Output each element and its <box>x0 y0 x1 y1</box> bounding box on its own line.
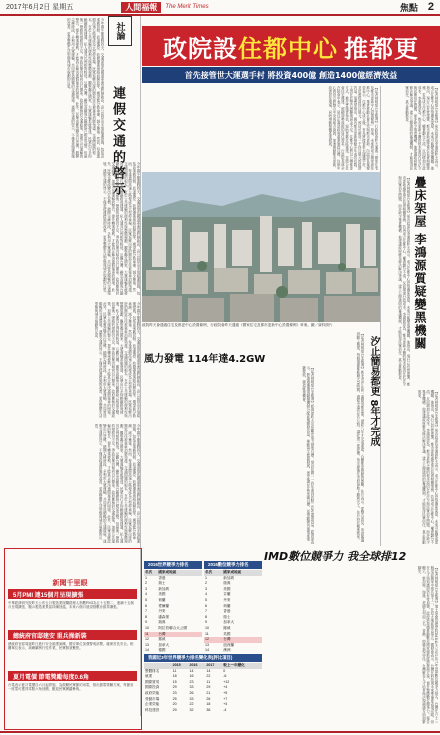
table-cell: +12 <box>223 679 230 684</box>
newspaper-logo: 人間福報 <box>121 2 161 13</box>
table-cell: 32 <box>189 707 194 712</box>
table-cell: 政府效能 <box>145 690 160 695</box>
editorial-title: 連假交通的啓示 <box>110 86 125 198</box>
table-cell: 1 <box>205 575 207 580</box>
table-cell: -6 <box>223 674 227 679</box>
table-cell: 8 <box>205 614 207 619</box>
table-cell: 新加坡 <box>158 586 170 591</box>
table-cell: 香港 <box>158 575 166 580</box>
news-item-1-body: 中華經濟研究院昨天公布五月製造業採購經理人指數PMI為五十五點二，連續十五個月呈現擴張，顯示製造業景氣持續回溫，未來六個月展望指數亦維持擴張。 <box>8 601 134 610</box>
table-cell: 14 <box>205 648 209 653</box>
table-cell: 美國 <box>223 586 231 591</box>
table-cell: 13 <box>205 642 209 647</box>
table-cell: 13 <box>145 642 149 647</box>
story4-body: 【記者林明煌台北報導】經濟部昨天宣布離岸風力發電目標，預計民國一一四年達到四點二GW裝置容量。經濟部表示，將透過遴選與競價機制分配區塊開發容量，推動再生能源發展，逐步落實非核家園目標，並帶動國內風電產業鏈發展，創造就業機會。 <box>301 366 314 544</box>
table-cell: 瑞典 <box>158 620 166 625</box>
table-cell: 18 <box>172 674 177 679</box>
table-cell: 33 <box>189 696 194 701</box>
table-cell: 3 <box>205 586 207 591</box>
table-cell: 11 <box>172 668 177 673</box>
table-cell: 14 <box>145 648 149 653</box>
table-cell: 1 <box>145 575 147 580</box>
table-cell: 加拿大 <box>158 642 170 647</box>
bottom-rule <box>0 731 440 733</box>
table-cell: 11 <box>206 679 211 684</box>
lead-body: 【記者林明煌台北報導】行政院會昨天通過「國家住宅及都市更新中心設置條例」草案，未來將成立國家級住都中心，專責推動社會住宅與都市更新。內政部長葉俊榮表示，住都中心成立後，首先將接管世大運選手村，並計畫投資四百億元，預估可創造一千四百億元的經濟效益。葉俊榮指出，國內都市更新推動多年成效有限，主因在於整合困難與資金不足。住都中心將以公辦都更方式，擔任實施者角色，協助老舊社區重建，並結合社會住宅興建，照顧弱勢族群的居住需求。行政院長林全在院會中表示，居住正義是政府重要施政目標，住都中心的設立將整合中央與地方資源，加速推動都市更新，改善居住環境，同時帶動相關產業發展。 <box>327 86 378 170</box>
news-item-1-head: 5月PMI 連15個月呈現擴張 <box>8 589 137 599</box>
table1-title: 2016世界競爭力排名 <box>144 561 202 569</box>
table1 <box>144 570 202 654</box>
section-name: 焦點 <box>399 2 418 13</box>
table-cell: 瑞典 <box>223 581 231 586</box>
table-cell: 26 <box>189 690 194 695</box>
table3-title: 我國近3年世界競爭力排名變化表(評比項目) <box>144 654 262 662</box>
editorial-tag: 社論 <box>108 16 132 46</box>
table-row <box>144 708 262 714</box>
table-cell: 澳洲 <box>223 648 231 653</box>
table-cell: +4 <box>223 685 228 690</box>
table-cell: 新加坡 <box>223 575 235 580</box>
table-cell: 德國 <box>158 648 166 653</box>
column-rule-right <box>380 86 381 546</box>
table-header-cell: 2016 <box>188 663 205 669</box>
table-cell: 國際貿易 <box>145 679 160 684</box>
table-cell: 25 <box>172 696 177 701</box>
table-cell: 29 <box>172 685 177 690</box>
table-cell: 11 <box>144 632 157 638</box>
table-header-cell: 名次 <box>144 570 157 576</box>
editorial-body-4: 今年端午節連假四天，交通部預估國道車流量將創新高，高公局祭出多項疏運措施，包括高乘載管制、匝道儀控、收費優惠與路肩開放等，期望能分散車潮、減少壅塞。然而，每逢連假高速公路便成為大型停車場，民眾返鄉出遊的興致往往被塞車消磨殆盡。交通問題的根本，在於公共運輸的便利性與整體規劃。觀察鄰近國家，大眾運輸系統發達，民眾出行多仰賴鐵路與捷運，私人運具比例相對較低。反觀台灣，雖然高鐵與台鐵網絡已相當完整，但最後一哩路的接駁仍不足，導致民眾仍傾向自行開車。政府應檢討交通政策，加強公共運輸的整合，提升轉乘便利，才能真正解決連假塞車的困境。此外，民眾也應改變出行習慣，錯開尖峰時段，多利用大眾運輸，共同營造順暢的交通環境。連假交通的啓示，不僅是疏運措施的改善，更是整體生活型態與城市規劃的反思。 <box>93 424 140 543</box>
table-cell: +5 <box>223 690 228 695</box>
story2-body-1: 【記者林明煌台北報導】前內政部長李鴻源昨天表示，成立住都中心恐怕疊床架屋，未來可能變成黑機關。他指出，現行已有營建署、都市更新處等單位負責相關業務，若再成立住都中心，權責劃分不清，反而增加行政成本。李鴻源認為，都市更新卡關的根本原因在於法令與民眾信任問題，而非缺少專責機構。他建議政府應先修法解決爭議，建立公開透明的審議機制，才能取得民眾信任，真正推動都更。 <box>404 86 438 170</box>
city-photo <box>142 172 380 322</box>
lead-headline <box>142 26 440 66</box>
table-cell: 6 <box>145 603 147 608</box>
table-header-cell: 2015 <box>172 663 189 669</box>
table-cell: 英國 <box>223 631 231 636</box>
table-cell: 9 <box>145 620 147 625</box>
table-cell: 22 <box>189 702 194 707</box>
table-cell: 丹麥 <box>158 609 166 614</box>
table-cell: 芬蘭 <box>223 592 231 597</box>
story5-body: 【記者林明煌台北報導】瑞士洛桑管理學院IMD昨天公布2017年世界數位競爭力排名，台灣在六十三個受評國家中排名第十二，在亞太地區排名第五。國發會表示，台灣在科技與未來準備度表現亮眼，但在人才與知識面仍有待加強，政府將持續推動數位國家創新經濟發展方案，提升整體數位競爭力。報告顯示，新加坡、瑞典、美國名列前三名，香港、南韓表現亦佳，台灣應在人才培育與法規調適方面加緊腳步。 <box>417 566 438 724</box>
issue-date: 2017年6月2日 星期五 <box>6 4 74 11</box>
news-item-2-head: 總統府官邸建安 重兵操新裝 <box>8 630 137 640</box>
table-cell: 愛爾蘭 <box>158 603 170 608</box>
table-cell: 11 <box>205 631 209 636</box>
table3 <box>144 663 262 713</box>
table-cell: 16 <box>189 674 194 679</box>
table-cell: 瑞士 <box>223 614 231 619</box>
table-cell: 21 <box>206 690 211 695</box>
table-cell: 29 <box>172 707 177 712</box>
table-cell: 15 <box>172 679 177 684</box>
story2-body-3: 【記者林明煌台北報導】前內政部長李鴻源昨天表示，成立住都中心恐怕疊床架屋，未來可能變成黑機關。他指出，現行已有營建署、都市更新處等單位負責相關業務，若再成立住都中心，權責劃分不清，反而增加行政成本。李鴻源認為，都市更新卡關的根本原因在於法令與民眾信任問題，而非缺少專責機構。他建議政府應先修法解決爭議，建立公開透明的審議機制，才能取得民眾信任，真正推動都更。 <box>417 390 438 544</box>
table-cell: 挪威 <box>223 625 231 630</box>
table-cell: 阿拉伯聯合大公國 <box>158 625 188 630</box>
table-cell: 香港 <box>223 609 231 614</box>
newspaper-logo-english: The Merit Times <box>165 4 209 10</box>
table-header-cell: 國家或地區 <box>222 570 262 576</box>
table2-title: 2016數位競爭力排名 <box>204 561 262 569</box>
photo-caption: 政院昨天會通過住宅及都更中心設置條例，行政院會昨天通過《國家住宅及都市更新中心設置條例》草案。圖／資料照片 <box>142 323 333 327</box>
news-box-title: 新聞千里眼 <box>52 580 88 587</box>
table-cell: 荷蘭 <box>223 603 231 608</box>
table-cell: 紐西蘭 <box>223 642 235 647</box>
table-cell: 5 <box>145 597 147 602</box>
table-cell: 14 <box>189 668 194 673</box>
table-cell: 23 <box>172 690 177 695</box>
story2-title: 疊床架屋 李鴻源質疑變黑機關 <box>413 176 427 351</box>
table-cell: 5 <box>205 597 207 602</box>
table-header-cell: 較上一年變化 <box>222 663 262 669</box>
story3-title: 汐止簡易都更 8年才完成 <box>368 336 379 447</box>
table-cell: 加拿大 <box>223 620 235 625</box>
table-cell: 企業效能 <box>145 702 160 707</box>
table-cell: 14 <box>206 668 211 673</box>
table-cell: +7 <box>223 696 228 701</box>
masthead <box>0 0 440 16</box>
table-cell: 台灣 <box>157 632 202 638</box>
story2-body-2: 【記者林明煌台北報導】前內政部長李鴻源昨天表示，成立住都中心恐怕疊床架屋，未來可能變成黑機關。他指出，現行已有營建署、都市更新處等單位負責相關業務，若再成立住都中心，權責劃分不清，反而增加行政成本。李鴻源認為，都市更新卡關的根本原因在於法令與民眾信任問題，而非缺少專責機構。他建議政府應先修法解決爭議，建立公開透明的審議機制，才能取得民眾信任，真正推動都更。 <box>397 176 410 386</box>
table2 <box>204 570 262 654</box>
lead-headline-part-c: 推都更 <box>344 34 419 63</box>
page-number: 2 <box>427 1 434 13</box>
story3-body: 【記者林明煌台北報導】新北市汐止區一處簡易都更案，歷經八年才完成重建，凸顯都更推動的困難。住戶表示，從整合意見、申請審議到動工興建，每個環節都耗費大量時間，過程中還有住戶反對，讓計畫一度停擺。所幸最後在市府協助下順利完工，住戶終於搬進新家。 <box>355 332 364 542</box>
editorial-body-2: 今年端午節連假四天，交通部預估國道車流量將創新高，高公局祭出多項疏運措施，包括高乘載管制、匝道儀控、收費優惠與路肩開放等，期望能分散車潮、減少壅塞。然而，每逢連假高速公路便成為大型停車場，民眾返鄉出遊的興致往往被塞車消磨殆盡。交通問題的根本，在於公共運輸的便利性與整體規劃。觀察鄰近國家，大眾運輸系統發達，民眾出行多仰賴鐵路與捷運，私人運具比例相對較低。反觀台灣，雖然高鐵與台鐵網絡已相當完整，但最後一哩路的接駁仍不足，導致民眾仍傾向自行開車。政府應檢討交通政策，加強公共運輸的整合，提升轉乘便利，才能真正解決連假塞車的困境。此外，民眾也應改變出行習慣，錯開尖峰時段，多利用大眾運輸，共同營造順暢的交通環境。連假交通的啓示，不僅是疏運措施的改善，更是整體生活型態與城市規劃的反思。 <box>102 162 140 295</box>
lead-headline-part-a: 政院設 <box>163 34 238 63</box>
news-item-3-body: 台電表示夏月電價自六月起實施，為鼓勵民眾節約用電，推出節電獎勵方案，每節省一度電可獲得零點六角回饋，歡迎民眾踴躍參與。 <box>8 683 134 692</box>
table-cell: 23 <box>189 679 194 684</box>
table-cell: 盧森堡 <box>158 614 170 619</box>
table-header-cell: 國家或地區 <box>157 570 202 576</box>
table-cell: 10 <box>205 625 209 630</box>
table-cell: 科技建設 <box>145 707 160 712</box>
table-cell: 20 <box>172 702 177 707</box>
table-cell: 台灣 <box>222 637 262 643</box>
city-skyline-image <box>142 172 380 322</box>
table-cell: 22 <box>206 674 211 679</box>
story4-title: 風力發電 114年達4.2GW <box>144 354 266 365</box>
table-cell: 12 <box>145 637 149 642</box>
table-cell: 3 <box>145 586 147 591</box>
table-cell: 丹麥 <box>223 597 231 602</box>
table-cell: 36 <box>206 707 211 712</box>
table-header-cell: 名次 <box>204 570 222 576</box>
story5-title: IMD數位競爭力 我全球排12 <box>264 550 407 563</box>
table-cell: 7 <box>205 609 207 614</box>
table-cell: 荷蘭 <box>158 597 166 602</box>
table-cell: 2 <box>205 581 207 586</box>
table-cell: 12 <box>204 637 222 643</box>
table-cell: 7 <box>145 609 147 614</box>
table-cell: 10 <box>145 625 149 630</box>
table-cell: 國際投資 <box>145 685 160 690</box>
table-cell: 8 <box>145 614 147 619</box>
table-cell: 2 <box>145 581 147 586</box>
table-cell: 26 <box>206 696 211 701</box>
news-item-2-body: 總統府官邸周邊昨日進行安全維護演練，國安單位加強警戒部署，確保首長安全。相關單位表示，演練屬例行性作業，民眾無須驚慌。 <box>8 642 134 651</box>
table-cell: 18 <box>206 702 211 707</box>
table-cell: -4 <box>223 707 227 712</box>
table-cell: 就業 <box>145 674 153 679</box>
editorial-body-1: 今年端午節連假四天，交通部預估國道車流量將創新高，高公局祭出多項疏運措施，包括高乘載管制、匝道儀控、收費優惠與路肩開放等，期望能分散車潮、減少壅塞。然而，每逢連假高速公路便成為大型停車場，民眾返鄉出遊的興致往往被塞車消磨殆盡。交通問題的根本，在於公共運輸的便利性與整體規劃。觀察鄰近國家，大眾運輸系統發達，民眾出行多仰賴鐵路與捷運，私人運具比例相對較低。反觀台灣，雖然高鐵與台鐵網絡已相當完整，但最後一哩路的接駁仍不足，導致民眾仍傾向自行開車。政府應檢討交通政策，加強公共運輸的整合，提升轉乘便利，才能真正解決連假塞車的困境。此外，民眾也應改變出行習慣，錯開尖峰時段，多利用大眾運輸，共同營造順暢的交通環境。連假交通的啓示，不僅是疏運措施的改善，更是整體生活型態與城市規劃的反思。 <box>66 18 104 158</box>
table-cell: 整體排名 <box>145 668 160 673</box>
table-cell: 4 <box>145 592 147 597</box>
table-cell: +4 <box>223 702 228 707</box>
editorial-body-3: 今年端午節連假四天，交通部預估國道車流量將創新高，高公局祭出多項疏運措施，包括高乘載管制、匝道儀控、收費優惠與路肩開放等，期望能分散車潮、減少壅塞。然而，每逢連假高速公路便成為大型停車場，民眾返鄉出遊的興致往往被塞車消磨殆盡。交通問題的根本，在於公共運輸的便利性與整體規劃。觀察鄰近國家，大眾運輸系統發達，民眾出行多仰賴鐵路與捷運，私人運具比例相對較低。反觀台灣，雖然高鐵與台鐵網絡已相當完整，但最後一哩路的接駁仍不足，導致民眾仍傾向自行開車。政府應檢討交通政策，加強公共運輸的整合，提升轉乘便利，才能真正解決連假塞車的困境。此外，民眾也應改變出行習慣，錯開尖峰時段，多利用大眾運輸，共同營造順暢的交通環境。連假交通的啓示，不僅是疏運措施的改善，更是整體生活型態與城市規劃的反思。 <box>93 302 140 418</box>
table-cell: 4 <box>205 592 207 597</box>
lead-headline-highlight: 住都中心 <box>238 34 338 63</box>
table-cell: 9 <box>205 620 207 625</box>
table-cell: 瑞士 <box>158 581 166 586</box>
table-header-cell: 2017 <box>205 663 222 669</box>
table-cell: 美國 <box>158 592 166 597</box>
table-cell: 挪威 <box>158 637 166 642</box>
table-cell: 0 <box>223 668 226 673</box>
table-cell: 33 <box>189 685 194 690</box>
table-cell: 29 <box>206 685 211 690</box>
table-cell: 勞動市場 <box>145 696 160 701</box>
table-cell: 6 <box>205 603 207 608</box>
news-item-3-head: 夏月電價 節電獎勵每度0.6角 <box>8 671 137 681</box>
lead-subhead: 首先接管世大運選手村 將投資400億 創造1400億經濟效益 <box>142 67 440 83</box>
